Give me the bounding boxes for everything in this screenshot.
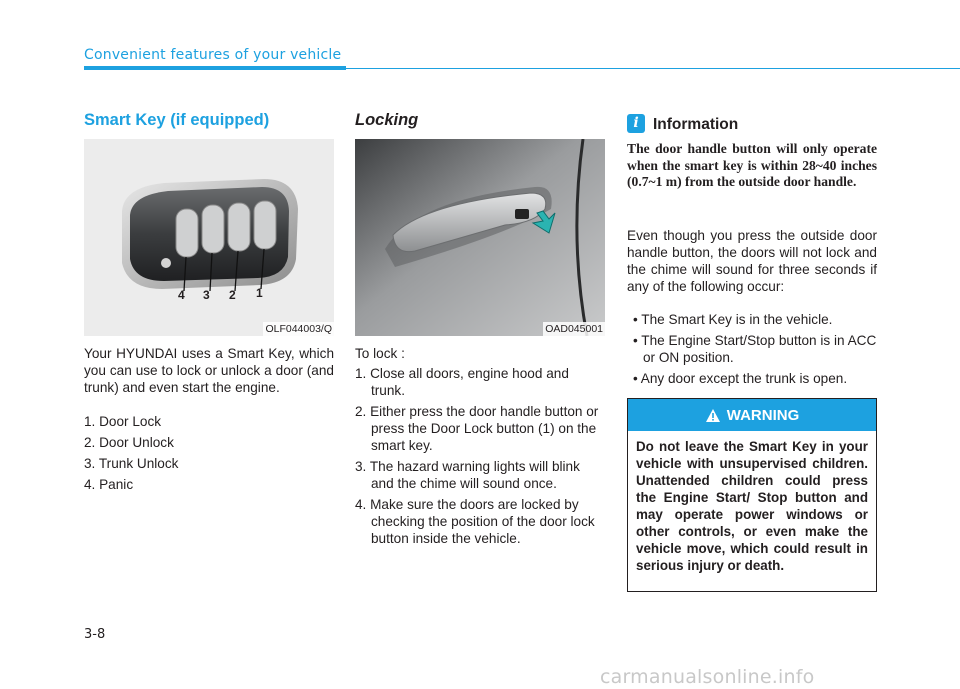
list-item: 1. Door Lock (84, 414, 162, 429)
info-paragraph: Even though you press the outside door handle button, the doors will not lock and the chime will sound for three seconds if any of the following occur: (627, 228, 877, 294)
door-handle-illustration (355, 139, 605, 336)
locking-steps (355, 365, 605, 551)
callout-trunk-unlock: 3 (203, 288, 210, 302)
watermark: carmanualsonline.info (600, 666, 815, 688)
list-item: • The Smart Key is in the vehicle. (633, 312, 833, 327)
list-item: 1. Close all doors, engine hood and trunk. (355, 366, 569, 398)
page-number: 3-8 (84, 627, 106, 642)
list-item: 4. Panic (84, 477, 134, 492)
list-item: 4. Make sure the doors are locked by checking the position of the door lock button inside the vehicle. (355, 497, 595, 546)
smart-key-figure (84, 139, 334, 336)
callout-door-lock: 1 (256, 286, 263, 300)
smart-key-heading: Smart Key (if equipped) (84, 111, 270, 129)
info-heading: Information (653, 116, 739, 133)
locking-heading: Locking (355, 111, 419, 129)
info-range-note: The door handle button will only operate when the smart key is within 28~40 inches (0.7~1 m) from the outside door handle. (627, 141, 877, 189)
smart-key-intro: Your HYUNDAI uses a Smart Key, which you can use to lock or unlock a door (and trunk) and even start the engine. (84, 346, 334, 395)
section-title: Convenient features of your vehicle (84, 47, 342, 63)
list-item: 2. Either press the door handle button or press the Door Lock button (1) on the smart key. (355, 404, 599, 453)
callout-door-unlock: 2 (229, 288, 236, 302)
info-icon: i (627, 114, 645, 133)
warning-label: WARNING (726, 406, 800, 424)
header-divider-line (346, 68, 960, 69)
warning-box (627, 398, 877, 592)
callout-panic: 4 (178, 288, 185, 302)
smart-key-button-list (84, 413, 334, 497)
list-item: • Any door except the trunk is open. (633, 371, 848, 386)
list-item: 2. Door Unlock (84, 435, 174, 450)
figure-code: OLF044003/Q (265, 323, 332, 335)
list-item: 3. The hazard warning lights will blink and the chime will sound once. (355, 459, 580, 491)
figure-code: OAD045001 (545, 323, 603, 335)
smart-key-illustration (84, 139, 334, 336)
list-item: 3. Trunk Unlock (84, 456, 179, 471)
info-bullets (627, 311, 877, 391)
warning-triangle-icon (705, 408, 721, 423)
header-divider-accent (84, 66, 346, 70)
list-item: • The Engine Start/Stop button is in ACC or ON position. (633, 333, 877, 365)
warning-text: Do not leave the Smart Key in your vehicle with unsupervised children. Unattended children could press the Engine Start/ Stop button and may operate power windows or other controls, or even make the vehicle move, which could result in serious injury or death. (636, 439, 868, 573)
locking-intro: To lock : (355, 346, 405, 361)
warning-header (628, 399, 876, 431)
door-handle-figure (355, 139, 605, 336)
